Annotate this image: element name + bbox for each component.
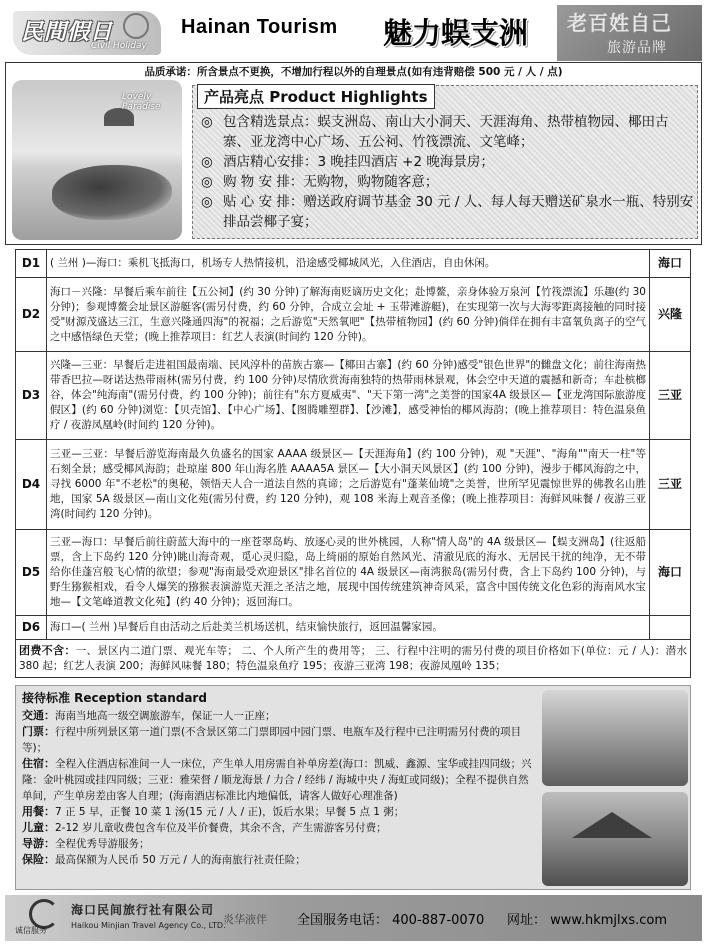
brand-block bbox=[557, 5, 702, 61]
day-label: D3 bbox=[16, 352, 47, 440]
company-name-en: Haikou Minjian Travel Agency Co., LTD. bbox=[71, 921, 226, 930]
logo-cn: 民間假日 bbox=[21, 20, 114, 45]
title-cn: 魅力蜈支洲 bbox=[383, 16, 529, 50]
overnight-city bbox=[650, 616, 691, 640]
service-phone: 全国服务电话： 400-887-0070 bbox=[297, 913, 485, 928]
photo-label: Lovely Paradise bbox=[122, 92, 161, 112]
bullet-icon: ◎ bbox=[201, 154, 213, 170]
overnight-city: 三亚 bbox=[650, 352, 691, 440]
village-photo bbox=[542, 792, 688, 886]
overnight-city: 海口 bbox=[650, 530, 691, 616]
page bbox=[5, 5, 702, 941]
fees-cell bbox=[16, 640, 691, 678]
highlight-item: ◎ 贴 心 安 排：赠送政府调节基金 30 元 / 人、每人每天赠送矿泉水一瓶、特别安排品尝椰子宴； bbox=[201, 194, 694, 230]
day-description: 海口－兴隆：早餐后乘车前往【五公祠】(约 30 分钟)了解海南贬谪历史文化；赴博鳌，亲身体验万泉河【竹筏漂流】乐趣(约 30 分钟)；参观博鳌会址景区游艇客(需另付费，约 60 分钟，合成立会址 + 玉带滩游艇)，在实现第一次与大海零距离接触的同时接受"财源茂盛达三江，生意兴隆通四海"的祝福；之后游览"天然氧吧"【热带植物园】(约 60 分钟)倘佯在拥有丰富氧负离子的空气之中感悟绿色天堂；(晚上推荐项目：红艺人表演(时间约 120 分钟)。 bbox=[47, 278, 650, 352]
logo-ring-icon bbox=[123, 13, 149, 39]
fees-row bbox=[16, 640, 691, 678]
table-row bbox=[16, 530, 691, 616]
bullet-icon: ◎ bbox=[201, 174, 213, 190]
bullet-icon: ◎ bbox=[201, 194, 213, 210]
day-label: D5 bbox=[16, 530, 47, 616]
intro-box bbox=[5, 62, 702, 245]
day-description: ( 兰州 )—海口：乘机飞抵海口，机场专人热情接机，沿途感受椰城风光，入住酒店，自由休闲。 bbox=[47, 250, 650, 278]
fees-label: 团费不含： bbox=[19, 644, 76, 657]
quality-promise: 品质承诺：所含景点不更换，不增加行程以外的自理景点(如有违背赔偿 500 元 / 人 / 点) bbox=[144, 66, 563, 78]
reception-item: 保险：最高保额为人民币 50 万元 / 人的海南旅行社责任险； bbox=[22, 853, 306, 866]
bullet-icon: ◎ bbox=[201, 114, 213, 130]
footer bbox=[5, 895, 702, 941]
brand-line2: 旅游品牌 bbox=[607, 40, 667, 56]
scenery-photo bbox=[542, 690, 688, 786]
table-row bbox=[16, 278, 691, 352]
reception-box bbox=[15, 685, 691, 890]
reception-title: 接待标准 Reception standard bbox=[22, 691, 207, 705]
fees-text: 一、景区内二道门票、观光车等； 二、个人所产生的费用等； 三、行程中注明的需另付费的项目价格如下(单位：元 / 人)：潜水 380 起；红艺人表演 200；海鲜风味餐 180；特色温泉鱼疗 195；夜游三亚湾 198；夜游凤凰岭 135； bbox=[19, 645, 687, 672]
overnight-city: 三亚 bbox=[650, 440, 691, 530]
title-en: Hainan Tourism bbox=[181, 16, 338, 38]
highlights-title: 产品亮点 Product Highlights bbox=[197, 84, 435, 109]
slogan: 炎华液伴 bbox=[223, 913, 267, 926]
company-name: 海口民间旅行社有限公司 bbox=[71, 903, 215, 917]
day-description: 海口—( 兰州 )早餐后自由活动之后赴美兰机场送机，结束愉快旅行，返回温馨家园。 bbox=[47, 616, 650, 640]
island-photo bbox=[12, 80, 182, 240]
table-row bbox=[16, 440, 691, 530]
day-label: D6 bbox=[16, 616, 47, 640]
day-description: 三亚—海口：早餐后前往蔚蓝大海中的一座苍翠岛屿、放逐心灵的世外桃园，人称"情人岛"的 4A 级景区—【蜈支洲岛】(往返船票，含上下岛约 120 分钟)眺山海奇观，觅心灵归隐，岛上绮丽的原始自然风光、清澈见底的海水、无居民干扰的纯净，无不带给你佳蓬宫般飞心情的欲望；参观"海南最受欢迎景区"排名首位的 4A 级景区—南湾猴岛(需另付费，含上下岛约 100 分钟)，与野生猕猴相戏，看令人爆笑的猕猴表演游览天涯之圣洁之地，展现中国传统建筑神奇风采，富含中国传统文化色彩的海南风水宝地—【文笔峰道教文化苑】(约 40 分钟)；返回海口。 bbox=[47, 530, 650, 616]
reception-item: 儿童：2-12 岁儿童收费包含车位及半价餐费，其余不含，产生需游客另付费； bbox=[22, 821, 387, 834]
highlights-box bbox=[192, 85, 698, 239]
highlight-item: ◎ 购 物 安 排：无购物，购物随客意； bbox=[201, 174, 439, 190]
overnight-city: 海口 bbox=[650, 250, 691, 278]
reception-item: 门票：行程中所列景区第一道门票(不含景区第二门票即园中园门票、电瓶车及行程中已注明需另付费的项目等)； bbox=[22, 725, 522, 754]
table-row bbox=[16, 250, 691, 278]
highlight-item: ◎ 酒店精心安排：3 晚挂四酒店 +2 晚海景房； bbox=[201, 154, 494, 170]
day-label: D1 bbox=[16, 250, 47, 278]
island-icon bbox=[52, 165, 172, 220]
table-row bbox=[16, 352, 691, 440]
highlight-item: ◎ 包含精选景点：蜈支洲岛、南山大小洞天、天涯海角、热带植物园、椰田古寨、亚龙湾中心广场、五公祠、竹筏漂流、文笔峰； bbox=[201, 114, 669, 150]
overnight-city: 兴隆 bbox=[650, 278, 691, 352]
brand-line1: 老百姓自己 bbox=[567, 11, 672, 35]
day-label: D2 bbox=[16, 278, 47, 352]
day-label: D4 bbox=[16, 440, 47, 530]
header bbox=[5, 5, 702, 61]
day-description: 兴隆—三亚：早餐后走进祖国最南端、民风淳朴的苗族古寨—【椰田古寨】(约 60 分钟)感受"银色世界"的雠盘文化；前往海南热带香巴拉—呀诺达热带雨林(需另付费，约 100 分钟)尽情欣赏海南独特的热带雨林景观，体会空中天道的震撼和新奇；车赴槟榔谷，体会"纯海南"(需另付费，约 100 分钟)；前往有"东方夏威夷"、"天下第一湾"之美誉的国家4A 级景区—【亚龙湾国际旅游度假区】(约 60 分钟)浏览：【贝壳馆】、【中心广场】、【图腾雕塑群】、【沙滩】，感受神怡的椰风海韵；(晚上推荐项目：特色温泉鱼疗 / 夜游凤凰岭(时间约 120 分钟)。 bbox=[47, 352, 650, 440]
company-logo bbox=[15, 899, 69, 937]
reception-item: 住宿：全程入住酒店标准间一人一床位，产生单人用房需自补单房差(海口：凯威、鑫源、宝华或挂四同级；兴隆：金叶桃园或挂四同级；三亚：雅荣督 / 顺龙海景 / 力合 / 经纬 / 海城中央 / 海虹或同级)；全程不提供自然单间，产生单房差由客人自理；(海南酒店标准比内地偏低，请客人做好心理准备) bbox=[22, 757, 532, 802]
table-row bbox=[16, 616, 691, 640]
itinerary-table bbox=[15, 249, 691, 678]
reception-item: 导游：全程优秀导游服务； bbox=[22, 837, 150, 850]
company-logo-text: 诚信服务 bbox=[15, 926, 47, 935]
reception-item: 用餐：7 正 5 早，正餐 10 菜 1 汤(15 元 / 人 / 正)，饭后水果；早餐 5 点 1 粥； bbox=[22, 805, 405, 818]
website: 网址： www.hkmjlxs.com bbox=[507, 913, 667, 928]
roof-icon bbox=[562, 812, 662, 838]
highlights-list bbox=[201, 112, 695, 232]
logo bbox=[13, 11, 161, 55]
day-description: 三亚—三亚：早餐后游览海南最久负盛名的国家 AAAA 级景区—【天涯海角】(约 100 分钟)，观 "天涯"、"海角""南天一柱"等石刻全景；感受椰风海韵；赴琼崖 800 年山海名胜 AAAA5A 景区—【大小洞天风景区】(约 100 分钟)，漫步于椰风海韵之中，寻找 6000 年"不老松"的奥秘，领悟天人合一道法自然的真谛；之后游览有"蓬莱仙境"之美誉，世所罕见震惊世界的佛教名山胜地，国家 5A 级景区—南山文化苑(需另付费，约 120 分钟)，观 108 米海上观音圣像；(晚上推荐项目：海鲜风味餐 / 夜游三亚湾(时间约 120 分钟)。 bbox=[47, 440, 650, 530]
reception-item: 交通：海南当地高一级空调旅游车，保证一人一正座； bbox=[22, 709, 276, 722]
logo-en: Civil Holiday bbox=[91, 41, 147, 51]
reception-text bbox=[22, 690, 534, 868]
